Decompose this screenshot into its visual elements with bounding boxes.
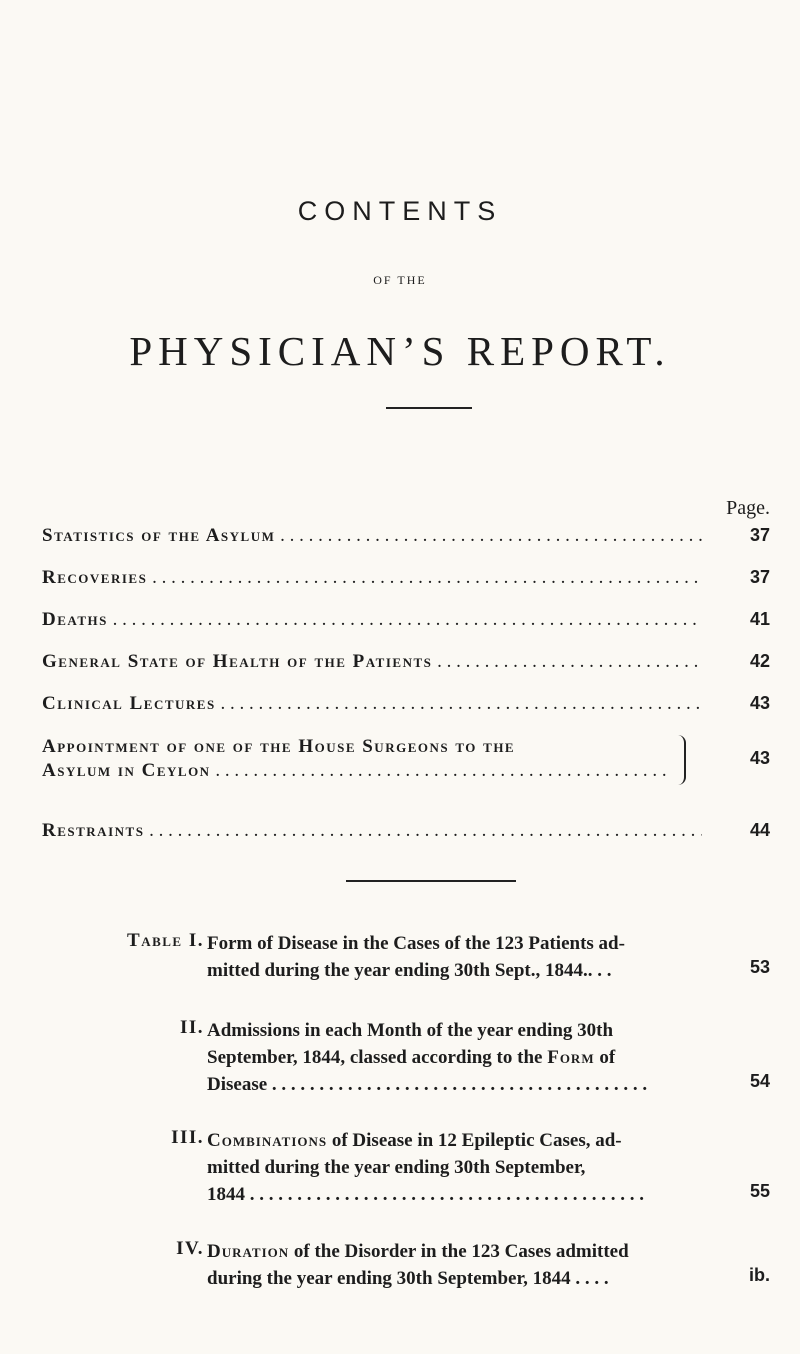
- toc-entry: [42, 820, 770, 846]
- table-description: [207, 1238, 683, 1292]
- toc-entry-page: 37: [749, 567, 770, 587]
- lead-word: Combinations: [207, 1130, 328, 1151]
- toc-entry-page: 43: [749, 693, 770, 713]
- toc-entry: [42, 609, 770, 635]
- text-run: of: [594, 1047, 616, 1068]
- table-number: Table I.: [127, 930, 204, 951]
- text-run: September, 1844, classed according to the: [207, 1047, 543, 1068]
- table-description-line: [207, 1238, 683, 1265]
- lead-word: Duration: [207, 1241, 290, 1262]
- form-word: Form: [547, 1047, 595, 1068]
- table-description-line: Form of Disease in the Cases of the 123 Patients ad-: [207, 933, 625, 954]
- table-description: [207, 930, 683, 984]
- toc-entry: [42, 525, 770, 551]
- toc-entry-label: Deaths . . .: [42, 609, 702, 631]
- table-description-line: [207, 1127, 683, 1154]
- toc-entry-continued: [42, 748, 770, 786]
- table-page: 54: [749, 1071, 770, 1091]
- table-description: [207, 1127, 683, 1208]
- table-description-line: during the year ending 30th September, 1844 . . . .: [207, 1268, 609, 1289]
- toc-entry-page: 37: [749, 525, 770, 545]
- table-page: 55: [749, 1181, 770, 1201]
- divider-top: [386, 407, 472, 409]
- table-description-line: 1844 . . . . . . . . . . . . . . . . . . . . . . . . . . . . . . . . . . . . . . . . . .: [207, 1184, 644, 1205]
- brace-icon: [674, 735, 686, 785]
- toc-entry: [42, 567, 770, 593]
- table-number: III.: [171, 1127, 204, 1148]
- toc-entry-label: Restraints . . .: [42, 820, 702, 842]
- table-description-line: Disease . . . . . . . . . . . . . . . . . . . . . . . . . . . . . . . . . . . . . . . .: [207, 1074, 648, 1095]
- text-run: of the Disorder in the 123 Cases admitted: [289, 1241, 629, 1262]
- table-description-line: Admissions in each Month of the year ending 30th: [207, 1020, 614, 1041]
- table-description-line: mitted during the year ending 30th Sept., 1844.. . .: [207, 960, 612, 981]
- table-number: IV.: [176, 1238, 204, 1259]
- table-description-line: mitted during the year ending 30th September,: [207, 1157, 586, 1178]
- table-description: [207, 1017, 683, 1098]
- toc-entry-label: Statistics of the Asylum . . .: [42, 525, 702, 547]
- toc-entry: [42, 693, 770, 719]
- table-page: 53: [749, 957, 770, 977]
- page-column-heading: Page.: [726, 497, 770, 519]
- toc-entry-page: 41: [749, 609, 770, 629]
- table-page: ib.: [749, 1265, 770, 1285]
- toc-entry: [42, 736, 770, 762]
- toc-entry-label: Recoveries . . .: [42, 567, 702, 589]
- table-description-line: [207, 1044, 683, 1071]
- toc-entry-label: General State of Health of the Patients . . .: [42, 651, 702, 673]
- heading-contents: CONTENTS: [297, 196, 503, 226]
- toc-entry-label: Clinical Lectures . . .: [42, 693, 702, 715]
- text-run: of Disease in 12 Epileptic Cases, ad-: [327, 1130, 622, 1151]
- heading-of-the: OF THE: [373, 273, 427, 287]
- divider-middle: [346, 880, 516, 882]
- toc-entry-page: 44: [749, 820, 770, 840]
- toc-entry-page: 43: [749, 748, 770, 768]
- table-number: II.: [179, 1017, 204, 1038]
- toc-entry-label-line2: Asylum in Ceylon . . .: [42, 760, 668, 782]
- toc-entry: [42, 651, 770, 677]
- heading-physicians-report: PHYSICIAN’S REPORT.: [129, 328, 671, 374]
- toc-entry-label-line1: Appointment of one of the House Surgeons to the: [42, 736, 516, 757]
- toc-entry-page: 42: [749, 651, 770, 671]
